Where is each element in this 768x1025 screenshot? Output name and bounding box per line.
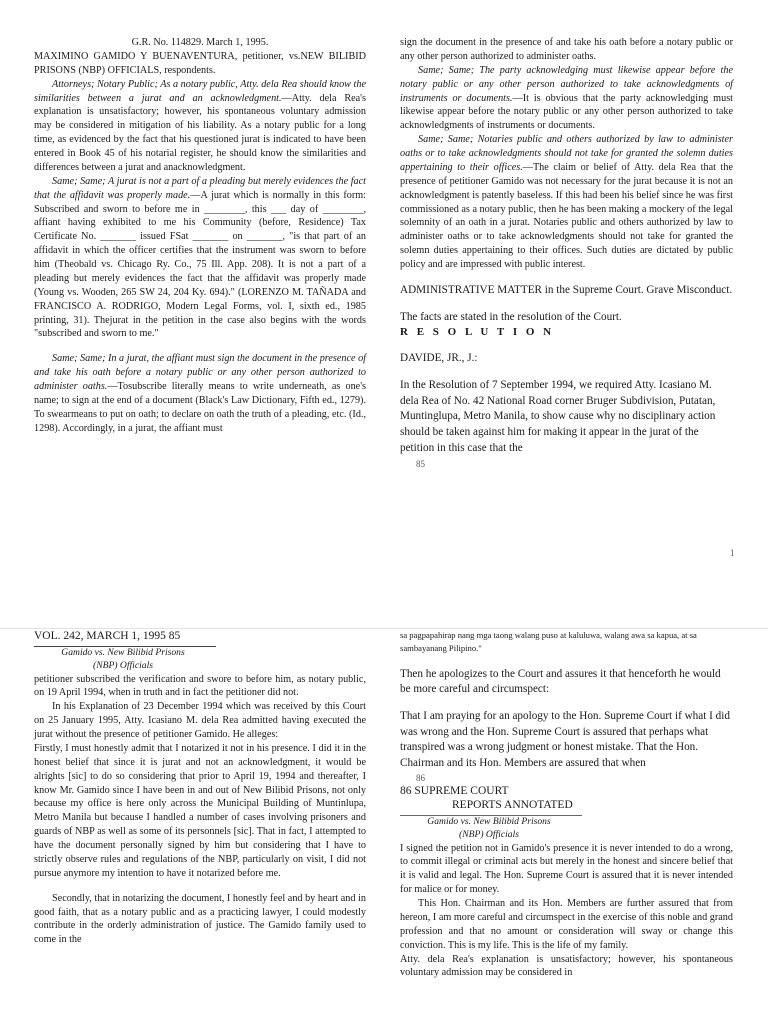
syllabus-paragraph bbox=[34, 352, 366, 435]
syllabus-continuation: sign the document in the presence of and take his oath before a notary public or any other person authorized to administer oaths. bbox=[400, 37, 733, 62]
ponente: DAVIDE, JR., J.: bbox=[400, 352, 478, 365]
page-reference: 85 bbox=[416, 459, 425, 470]
quoted-paragraph: Secondly, that in notarizing the document, I honestly feel and by heart and in good faith, that as a notary public and as a practicing lawyer, I could modestly contribute in the orderly administration of justice. The Gamido family used to come in the bbox=[34, 892, 366, 946]
quoted-paragraph: Firstly, I must honestly admit that I notarized it not in his presence. I did it in the honest belief that since it is jurat and not an acknowledgment, it would be alrights [sic] to do so considering that prior to April 19, 1994 and thereafter, I know Mr. Gamido since I have been in and out of New Bilibid Prisons, not only because my office is here only across the Municipal Building of Muntinlupa, Metro Manila but because I handled a number of cases involving prisoners and guards of NBP as well as some of its personnels [sic]. That in fact, I attempted to have the document personally signed by him but considering that I have to strictly observe rules and regulations of the NBP, particularly on visit, I did not pursue anymore my intention to have it notarized before me. bbox=[34, 742, 366, 879]
right-column bbox=[400, 629, 733, 980]
syllabus-headnote: Attorneys; Notary Public; As a notary public, Atty. dela Rea should know the similarities between a jurat and an acknowledgment. bbox=[34, 78, 366, 104]
body-paragraph: petitioner subscribed the verification and swore to before him, as notary public, on 19 April 1994, when in truth and in fact the petitioner did not. bbox=[34, 673, 366, 699]
case-number: G.R. No. 114829. March 1, 1995. bbox=[131, 37, 269, 48]
running-head-volume: 86 SUPREME COURT bbox=[400, 784, 509, 797]
document-page-2 bbox=[0, 628, 768, 1025]
body-paragraph: Then he apologizes to the Court and assures it that henceforth he would be more careful and circumspect: bbox=[400, 667, 721, 696]
left-column bbox=[34, 36, 366, 436]
syllabus-paragraph bbox=[34, 175, 366, 342]
facts-statement: The facts are stated in the resolution of the Court. bbox=[400, 310, 622, 323]
syllabus-headnote: Same; Same; The party acknowledging must likewise appear before the notary public or any other person authorized to take acknowledgments of instruments or documents. bbox=[400, 64, 733, 104]
syllabus-body: —The claim or belief of Atty. dela Rea that the presence of petitioner Gamido was not necessary for the jurat because it is not an acknowledgment is patently baseless. If this had been his belief since he was first commissioned as a notary public, then he has been making a mockery of the legal solemnity of an oath in a jurat. Notaries public and others authorized by law to administer oaths or to take acknowledgments should not take for granted the solemn duties appertaining to their offices. Such duties are dictated by public policy and are impressed with public interest. bbox=[400, 161, 733, 270]
syllabus-headnote: Same; Same; Notaries public and others authorized by law to administer oaths or to take acknowledgments should not take for granted the solemn duties appertaining to their offices. bbox=[400, 134, 733, 173]
quoted-paragraph: I signed the petition not in Gamido's presence it is never intended to do a wrong, to commit illegal or criminal acts but merely in the honest and sincere belief that it is valid and legal. The Hon. Supreme Court is assured that it is never intended for malice or for money. bbox=[400, 842, 733, 896]
running-head-case: Gamido vs. New Bilibid Prisons (NBP) Officials bbox=[427, 815, 551, 840]
resolution-body: In the Resolution of 7 September 1994, we required Atty. Icasiano M. dela Rea of No. 42 National Road corner Bruger Subdivision, Putatan, Muntinglupa, Metro Manila, to show cause why no disciplinary action should be taken against him for making it appear in the jurat of the petition in this case that the bbox=[400, 378, 716, 454]
quoted-tagalog: sa pagpapahirap nang mga taong walang puso at kaluluwa, walang awa sa kapua, at sa sambayanang Pilipino." bbox=[400, 630, 697, 654]
syllabus-paragraph bbox=[400, 64, 733, 133]
syllabus-paragraph bbox=[400, 133, 733, 272]
syllabus-body: —Atty. dela Rea's explanation is unsatisfactory; however, his spontaneous voluntary admission may be considered in mitigation of his liability. As a notary public for a long time, as evidenced by the fact that his questioned jurat is indicated to have been entered in Book 45 of his notarial register, he should know the similarities and differences between a jurat and anacknowledgment. bbox=[34, 92, 366, 173]
syllabus-paragraph bbox=[34, 78, 366, 175]
running-head-title: REPORTS ANNOTATED bbox=[452, 799, 573, 812]
case-parties: MAXIMINO GAMIDO Y BUENAVENTURA, petitioner, vs.NEW BILIBID PRISONS (NBP) OFFICIALS, respondents. bbox=[34, 50, 366, 76]
left-column bbox=[34, 629, 366, 947]
syllabus-body: —It is obvious that the party acknowledging must likewise appear before the notary public or any other person authorized to take acknowledgments of instruments or documents. bbox=[400, 92, 733, 132]
syllabus-body: —Tosubscribe literally means to write underneath, as one's name; to sign at the end of a document (Black's Law Dictionary, Fifth ed., 1279). To swearmeans to put on oath; to declare on oath the truth of a pleading, etc. (Id., 1298). Accordingly, in a jurat, the affiant must bbox=[34, 381, 366, 434]
quoted-paragraph: This Hon. Chairman and its Hon. Members are further assured that from hereon, I am more careful and circumspect in the exercise of this noble and grand profession and that no amount or consideration will sway or change this conviction. This is my life. This is the life of my family. bbox=[400, 898, 733, 951]
page-reference: 86 bbox=[416, 772, 425, 783]
body-paragraph: In his Explanation of 23 December 1994 which was received by this Court on 25 January 1995, Atty. Icasiano M. dela Rea admitted having executed the jurat without the presence of petitioner Gamido. He alleges: bbox=[34, 701, 366, 740]
quoted-paragraph: That I am praying for an apology to the Hon. Supreme Court if what I did was wrong and the Hon. Supreme Court is assured that perhaps what transpired was a wrong judgment or honest mistake. That the Hon. Chairman and its Hon. Members are assured that when bbox=[400, 709, 730, 769]
running-head-case: Gamido vs. New Bilibid Prisons (NBP) Officials bbox=[61, 646, 185, 671]
syllabus-headnote: Same; Same; In a jurat, the affiant must sign the document in the presence of and take his oath before a notary public or any other person authorized to administer oaths. bbox=[34, 353, 366, 392]
page-gap bbox=[0, 580, 768, 628]
running-head-volume: VOL. 242, MARCH 1, 1995 85 bbox=[34, 629, 216, 647]
body-paragraph: Atty. dela Rea's explanation is unsatisfactory; however, his spontaneous voluntary admission may be considered in bbox=[400, 953, 733, 979]
resolution-heading: R E S O L U T I O N bbox=[400, 326, 555, 339]
syllabus-headnote: Same; Same; A jurat is not a part of a pleading but merely evidences the fact that the affidavit was properly made. bbox=[34, 175, 366, 201]
administrative-matter: ADMINISTRATIVE MATTER in the Supreme Court. Grave Misconduct. bbox=[400, 283, 733, 296]
page-number: 1 bbox=[730, 548, 735, 558]
syllabus-body: —A jurat which is normally in this form: Subscribed and sworn to before me in ________, this ___ day of ________, affiant having exhibited to me his Community (before, Residence) Tax Certificate No. _______ issued FSat _______ on _______, "is that part of an affidavit in which the officer certifies that the instrument was sworn to before him (Theobald vs. Chicago Ry. Co., 75 Ill. App. 208). It is not a part of a pleading but merely evidences the fact that the affidavit was properly made (Young vs. Wooden, 265 SW 24, 204 Ky. 694)." (LORENZO M. TAÑADA and FRANCISCO A. RODRIGO, Modern Legal Forms, vol. I, sixth ed., 1985 printing, 31). Thejurat in the petition in the case also begins with the words "subscribed and sworn to me." bbox=[34, 189, 366, 340]
right-column bbox=[400, 36, 733, 470]
